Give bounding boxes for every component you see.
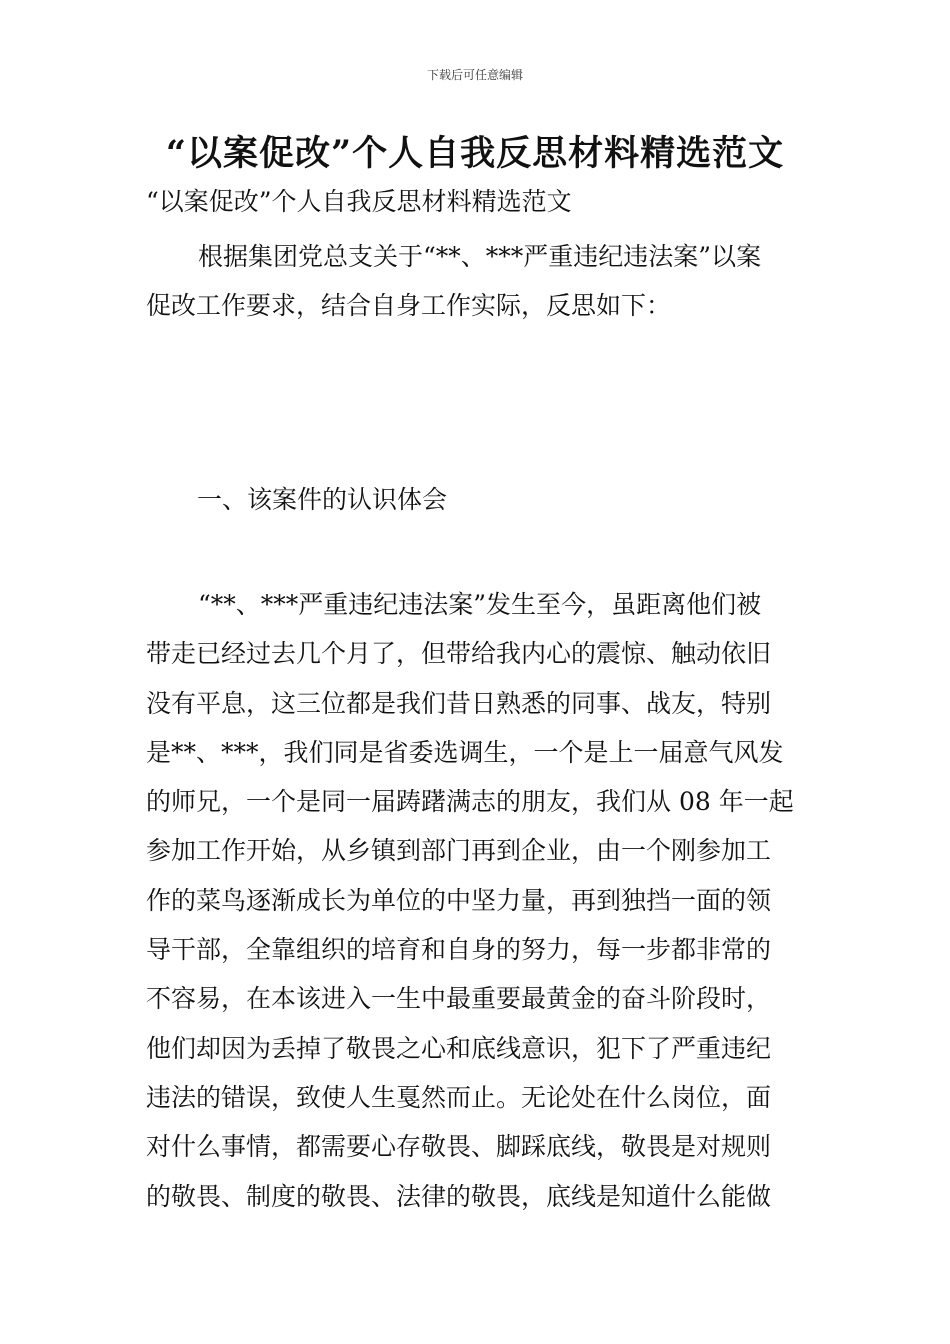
body-line: 导干部，全靠组织的培育和自身的努力，每一步都非常的 xyxy=(146,935,772,965)
body-line: 对什么事情，都需要心存敬畏、脚踩底线，敬畏是对规则 xyxy=(146,1132,772,1162)
section-heading-1: 一、该案件的认识体会 xyxy=(197,485,448,514)
intro-line: 根据集团党总支关于“**、***严重违纪违法案”以案 xyxy=(198,242,762,271)
body-line: 没有平息，这三位都是我们昔日熟悉的同事、战友，特别 xyxy=(146,688,772,718)
intro-paragraph xyxy=(146,232,806,330)
body-line: “**、***严重违纪违法案”发生至今，虽距离他们被 xyxy=(198,590,762,619)
body-line: 不容易，在本该进入一生中最重要最黄金的奋斗阶段时， xyxy=(146,984,772,1014)
header-note: 下载后可任意编辑 xyxy=(426,68,523,82)
body-line: 参加工作开始，从乡镇到部门再到企业，由一个刚参加工 xyxy=(146,836,772,866)
body-line: 是**、***，我们同是省委选调生，一个是上一届意气风发 xyxy=(146,737,784,767)
body-line: 违法的错误，致使人生戛然而止。无论处在什么岗位，面 xyxy=(146,1082,772,1112)
body-line: 的师兄，一个是同一届踌躇满志的朋友，我们从 08 年一起 xyxy=(146,787,794,817)
body-line: 带走已经过去几个月了，但带给我内心的震惊、触动依旧 xyxy=(146,639,772,669)
body-line: 作的菜鸟逐渐成长为单位的中坚力量，再到独挡一面的领 xyxy=(146,885,772,915)
body-line: 他们却因为丢掉了敬畏之心和底线意识，犯下了严重违纪 xyxy=(146,1033,772,1063)
document-subtitle: “以案促改”个人自我反思材料精选范文 xyxy=(146,187,572,216)
body-paragraph xyxy=(146,580,806,1221)
document-title: “以案促改”个人自我反思材料精选范文 xyxy=(165,133,785,174)
intro-line: 促改工作要求，结合自身工作实际，反思如下： xyxy=(146,291,672,320)
body-line: 的敬畏、制度的敬畏、法律的敬畏，底线是知道什么能做 xyxy=(146,1181,772,1211)
